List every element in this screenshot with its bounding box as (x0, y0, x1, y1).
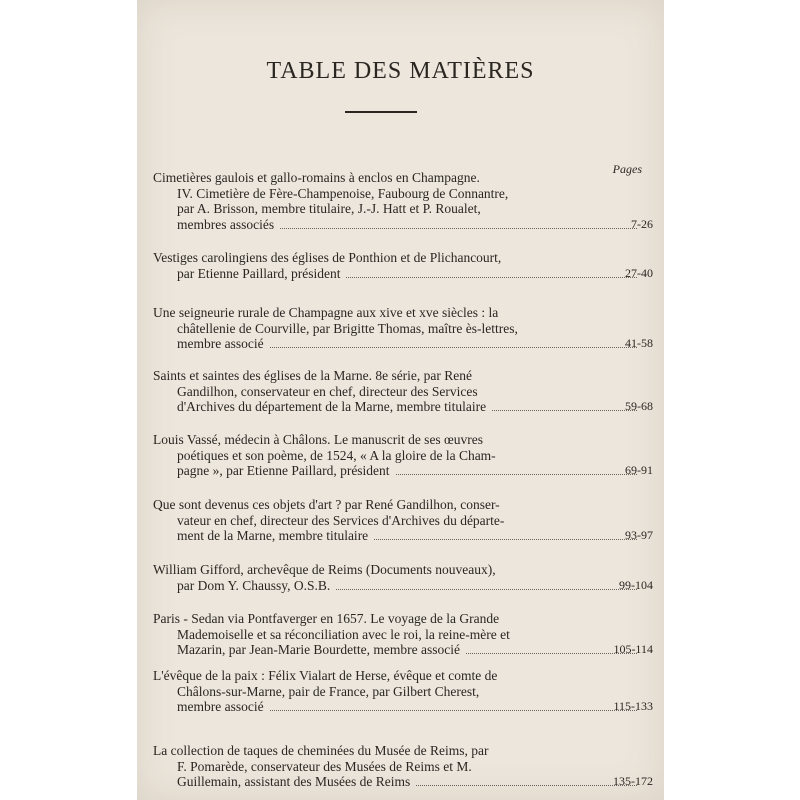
title-divider (345, 111, 417, 113)
leader-dots (270, 346, 637, 348)
leader-dots (280, 227, 637, 229)
toc-entry (153, 562, 653, 593)
toc-entry-line: châtellenie de Courville, par Brigitte Thomas, maître ès-lettres, (177, 320, 518, 336)
toc-entry-line: vateur en chef, directeur des Services d'Archives du départe- (177, 512, 505, 528)
toc-entry-line: IV. Cimetière de Fère-Champenoise, Faubourg de Connantre, (177, 185, 509, 201)
toc-entry (153, 305, 653, 352)
toc-entry-line: Une seigneurie rurale de Champagne aux xive et xve siècles : la (153, 305, 499, 320)
toc-entry-last-line (153, 699, 645, 715)
toc-entry-pages: 115-133 (613, 699, 653, 713)
toc-entry-line: Que sont devenus ces objets d'art ? par René Gandilhon, conser- (153, 497, 500, 512)
toc-entry-line: L'évêque de la paix : Félix Vialart de Herse, évêque et comte de (153, 668, 498, 683)
toc-entry-line: William Gifford, archevêque de Reims (Documents nouveaux), (153, 562, 496, 577)
toc-entry-line: poétiques et son poème, de 1524, « A la gloire de la Cham- (177, 447, 496, 463)
toc-entry-pages: 7-26 (631, 216, 653, 231)
toc-entry-line: Mademoiselle et sa réconciliation avec le roi, la reine-mère et (177, 626, 510, 642)
page-title: TABLE DES MATIÈRES (266, 58, 535, 84)
toc-entry (153, 250, 653, 281)
leader-dots (374, 538, 637, 540)
toc-entry-last-line (153, 217, 645, 233)
toc-entry-line: Vestiges carolingiens des églises de Ponthion et de Plichancourt, (153, 250, 502, 265)
toc-entry-pages: 69-91 (625, 463, 653, 477)
toc-entry-last-line (153, 642, 645, 658)
toc-entry-line: ment de la Marne, membre titulaire (177, 528, 369, 543)
toc-entry (153, 611, 653, 658)
toc-entry-pages: 105-114 (613, 642, 653, 656)
toc-entry-line: Louis Vassé, médecin à Châlons. Le manuscrit de ses œuvres (153, 432, 484, 447)
leader-dots (466, 652, 637, 654)
toc-entry-last-line (153, 336, 645, 352)
toc-entry-line: Paris - Sedan via Pontfaverger en 1657. Le voyage de la Grande (153, 611, 500, 626)
toc-entry-line: par Dom Y. Chaussy, O.S.B. (177, 577, 331, 593)
toc-entry-line: membre associé (177, 336, 264, 351)
toc-entry-last-line (153, 578, 645, 594)
toc-entry-line: Guillemain, assistant des Musées de Reims (177, 774, 411, 789)
toc-entry-line: par Etienne Paillard, président (177, 265, 341, 281)
toc-entry-last-line (153, 774, 645, 790)
leader-dots (416, 784, 637, 786)
toc-entry (153, 743, 653, 790)
toc-entry-last-line (153, 266, 645, 282)
toc-entry-pages: 135-172 (613, 774, 653, 788)
toc-entry (153, 170, 653, 232)
toc-entry-pages: 59-68 (625, 399, 653, 413)
toc-entry (153, 368, 653, 415)
toc-entry-pages: 27-40 (625, 265, 653, 280)
leader-dots (396, 473, 637, 475)
toc-entry-line: Châlons-sur-Marne, pair de France, par Gilbert Cherest, (177, 683, 480, 699)
toc-entry-line: La collection de taques de cheminées du Musée de Reims, par (153, 743, 489, 758)
toc-entry-pages: 99-104 (619, 577, 653, 592)
toc-entry-line: membres associés (177, 216, 275, 232)
leader-dots (336, 588, 637, 590)
toc-entry-line: d'Archives du département de la Marne, membre titulaire (177, 399, 487, 414)
toc-entry-line: par A. Brisson, membre titulaire, J.-J. Hatt et P. Roualet, (177, 201, 481, 216)
toc-entry-last-line (153, 399, 645, 415)
leader-dots (492, 409, 637, 411)
toc-entry-line: Mazarin, par Jean-Marie Bourdette, membre associé (177, 642, 461, 657)
toc-entry-line: F. Pomarède, conservateur des Musées de Reims et M. (177, 758, 472, 774)
toc-entry (153, 668, 653, 715)
pages-column-label: Pages (612, 162, 642, 176)
toc-entry-line: pagne », par Etienne Paillard, président (177, 463, 390, 478)
toc-entry-line: membre associé (177, 699, 264, 714)
toc-entry-line: Cimetières gaulois et gallo-romains à enclos en Champagne. (153, 170, 480, 185)
toc-entry-last-line (153, 463, 645, 479)
leader-dots (346, 276, 637, 278)
toc-entry-last-line (153, 528, 645, 544)
toc-entry-pages: 41-58 (625, 336, 653, 350)
leader-dots (270, 709, 637, 711)
toc-entry (153, 432, 653, 479)
book-page (137, 0, 664, 800)
toc-entry (153, 497, 653, 544)
toc-entry-pages: 93-97 (625, 528, 653, 542)
toc-entry-line: Gandilhon, conservateur en chef, directeur des Services (177, 383, 478, 399)
toc-entry-line: Saints et saintes des églises de la Marne. 8e série, par René (153, 368, 473, 383)
